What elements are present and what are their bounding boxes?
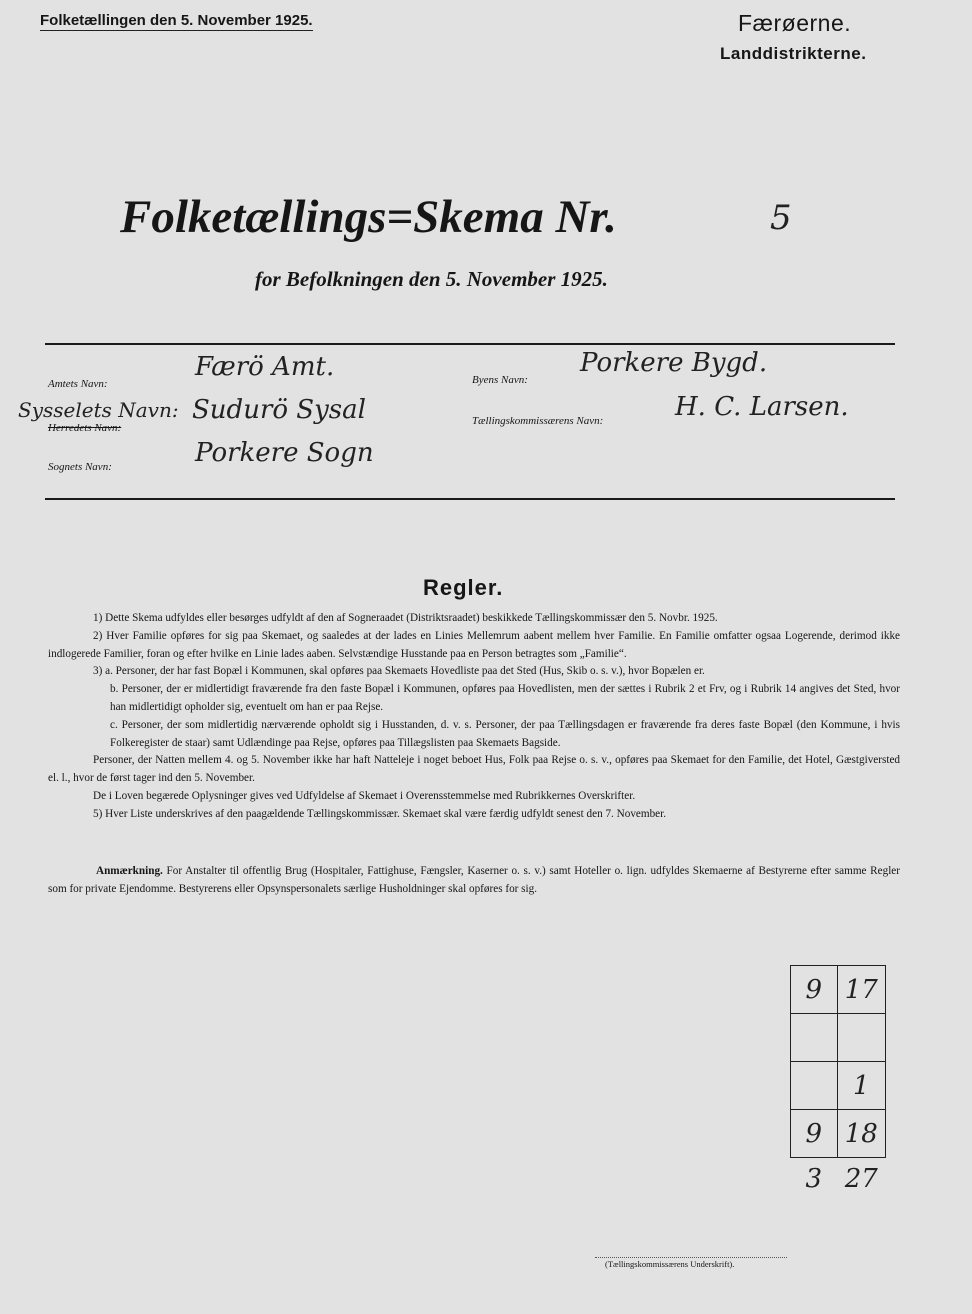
rule-2: 2) Hver Familie opføres for sig paa Skemaet, og saaledes at der lades en Linies Mellemrum aabent mellem hver Familie. En Familie omfatter ogsaa Logerende, derimod ikke indlogerede Familier, foran og efter hvilke en Linie lades aaben. Selvstændige Husstande paa en Person betragtes som „Familie“.	[48, 629, 900, 660]
tally-total-cell: 27	[844, 1164, 878, 1194]
form-subtitle: for Befolkningen den 5. November 1925.	[255, 267, 608, 291]
signature-label: (Tællingskommissærens Underskrift).	[605, 1259, 735, 1269]
region-title: Færøerne.	[738, 10, 852, 36]
kommissaer-label: Tællingskommissærens Navn:	[472, 415, 604, 427]
form-number: 5	[770, 198, 792, 238]
bottom-rule	[45, 498, 895, 500]
tally-cell: 17	[837, 966, 885, 1014]
tally-cell: 18	[837, 1110, 885, 1158]
kommissaer-value: H. C. Larsen.	[675, 392, 849, 422]
census-date-header: Folketællingen den 5. November 1925.	[40, 12, 313, 29]
amt-label: Amtets Navn:	[48, 378, 108, 390]
tally-cell: 9	[791, 966, 838, 1014]
rule-3b: b. Personer, der er midlertidigt fraværende fra den faste Bopæl i Kommunen, opføres paa Hovedlisten, men der sættes i Rubrik 2 et Frv, og i Rubrik 14 angives det Sted, hvor han midlertidigt opholder sig, eventuelt om han er paa Rejse.	[110, 683, 900, 713]
form-title: Folketællings=Skema Nr.	[120, 191, 617, 243]
sogn-label: Sognets Navn:	[48, 461, 112, 473]
rule-5: 5) Hver Liste underskrives af den paagældende Tællingskommissær. Skemaet skal være færdig udfyldt senest den 7. November.	[93, 807, 667, 820]
tally-row	[791, 966, 886, 1014]
byen-label: Byens Navn:	[472, 374, 528, 386]
sogn-value: Porkere Sogn	[195, 438, 374, 468]
anmaerkning-note	[48, 862, 900, 898]
tally-cell: 9	[791, 1110, 838, 1158]
top-rule	[45, 343, 895, 345]
rule-3a: 3) a. Personer, der har fast Bopæl i Kommunen, skal opføres paa Skemaets Hovedliste paa det Sted (Hus, Skib o. s. v.), hvor Bopælen er.	[93, 665, 705, 678]
tally-row	[791, 1014, 886, 1062]
region-subtitle: Landdistrikterne.	[720, 44, 867, 63]
rules-list	[48, 610, 900, 824]
signature-line	[595, 1257, 787, 1258]
rule-3c: c. Personer, der som midlertidig nærværende opholdt sig i Husstanden, d. v. s. Personer, der paa Tællingsdagen er fraværende fra deres faste Bopæl (den Kommune, i hvis Folkeregister de staar) samt Udlændinge paa Rejse, opføres paa Tillægslisten paa Skemaets Bagside.	[110, 718, 900, 749]
tally-cell	[791, 1014, 838, 1062]
amt-value: Færö Amt.	[195, 352, 335, 382]
tally-grid	[790, 965, 886, 1200]
tally-cell: 1	[837, 1062, 885, 1110]
rules-heading: Regler.	[423, 575, 504, 600]
rule-4: De i Loven begærede Oplysninger gives ved Udfyldelse af Skemaet i Overensstemmelse med Rubrikkernes Overskrifter.	[93, 789, 636, 802]
tally-cell	[837, 1014, 885, 1062]
anmaerkning-text: For Anstalter til offentlig Brug (Hospitaler, Fattighuse, Fængsler, Kaserner o. s. v.) samt Hoteller o. lign. udfyldes Skemaerne af Bestyrerne efter samme Regler som for private Ejendomme. Bestyrerens eller Opsynspersonalets særlige Husholdninger skal opføres for sig.	[48, 865, 901, 895]
tally-row	[791, 1062, 886, 1110]
tally-total-row	[791, 1158, 886, 1201]
tally-cell	[791, 1062, 838, 1110]
rule-1: 1) Dette Skema udfyldes eller besørges udfyldt af den af Sogneraadet (Distriktsraadet) beskikkede Tællingskommissær den 5. Novbr. 1925.	[93, 612, 718, 624]
sysselet-label-handwritten: Sysselets Navn:	[18, 398, 179, 422]
tally-row	[791, 1110, 886, 1158]
herred-label-struck: Herredets Navn:	[48, 422, 122, 434]
rule-3d: Personer, der Natten mellem 4. og 5. November ikke har haft Natteleje i noget beboet Hus, Folk paa Rejse o. s. v., opføres paa Skemaet for den Familie, det Hotel, Gæstgiversted el. l., hvor de først tager ind den 5. November.	[48, 754, 900, 785]
tally-total-cell: 3	[805, 1164, 823, 1194]
anmaerkning-label: Anmærkning.	[96, 865, 163, 877]
sysselet-value: Sudurö Sysal	[192, 395, 366, 425]
byen-value: Porkere Bygd.	[580, 348, 768, 378]
